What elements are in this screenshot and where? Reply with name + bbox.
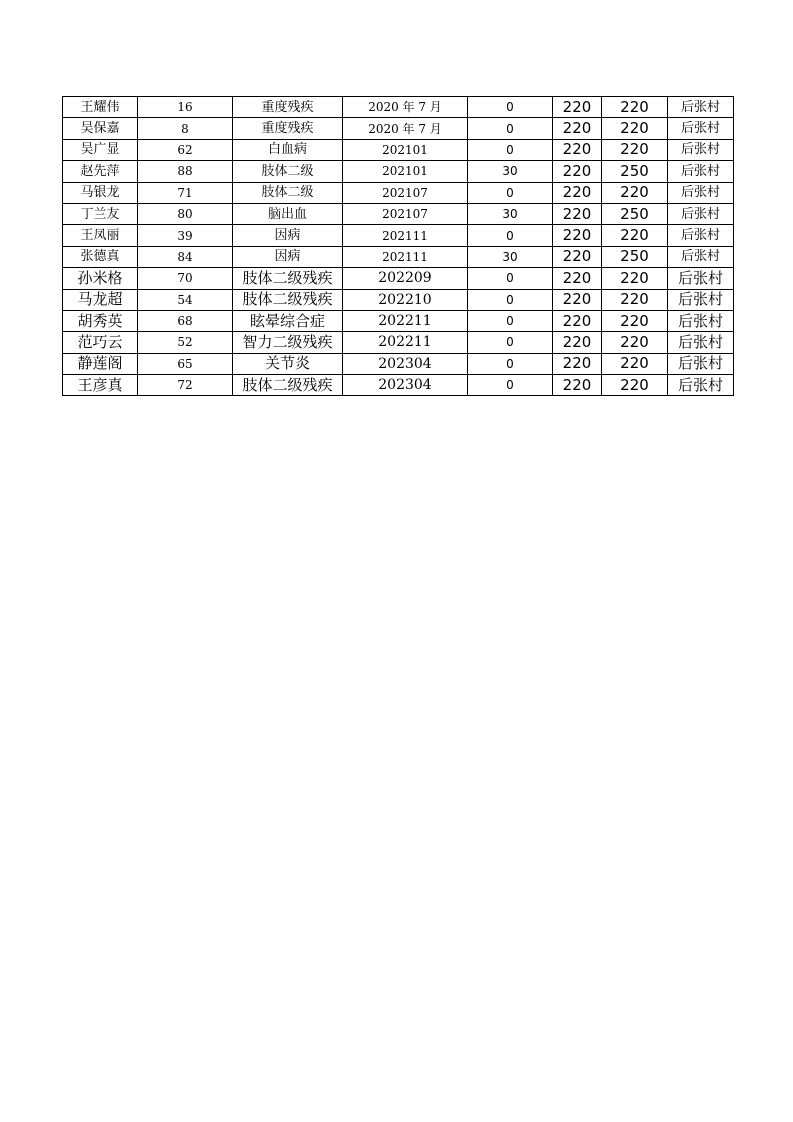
records-table xyxy=(62,96,734,396)
village-cell: 后张村 xyxy=(668,182,734,203)
age-cell: 68 xyxy=(138,310,233,331)
village-cell: 后张村 xyxy=(668,161,734,182)
name-cell: 马银龙 xyxy=(63,182,138,203)
amount-a-cell: 220 xyxy=(553,161,602,182)
amount-a-cell: 220 xyxy=(553,182,602,203)
supplement-cell: 30 xyxy=(468,161,553,182)
name-cell: 王耀伟 xyxy=(63,97,138,118)
condition-cell: 关节炎 xyxy=(233,353,343,374)
age-cell: 84 xyxy=(138,246,233,267)
age-cell: 72 xyxy=(138,375,233,396)
village-cell: 后张村 xyxy=(668,139,734,160)
name-cell: 静莲阁 xyxy=(63,353,138,374)
amount-b-cell: 220 xyxy=(602,118,668,139)
village-cell: 后张村 xyxy=(668,353,734,374)
condition-cell: 肢体二级 xyxy=(233,161,343,182)
name-cell: 胡秀英 xyxy=(63,310,138,331)
amount-a-cell: 220 xyxy=(553,353,602,374)
date-cell: 2020 年 7 月 xyxy=(343,97,468,118)
condition-cell: 重度残疾 xyxy=(233,97,343,118)
amount-a-cell: 220 xyxy=(553,332,602,353)
amount-b-cell: 250 xyxy=(602,161,668,182)
table-row xyxy=(63,225,734,246)
age-cell: 62 xyxy=(138,139,233,160)
name-cell: 吴广显 xyxy=(63,139,138,160)
age-cell: 52 xyxy=(138,332,233,353)
amount-b-cell: 220 xyxy=(602,353,668,374)
name-cell: 赵先萍 xyxy=(63,161,138,182)
supplement-cell: 0 xyxy=(468,118,553,139)
village-cell: 后张村 xyxy=(668,118,734,139)
supplement-cell: 0 xyxy=(468,375,553,396)
amount-a-cell: 220 xyxy=(553,225,602,246)
supplement-cell: 0 xyxy=(468,268,553,289)
table-row xyxy=(63,161,734,182)
table-row xyxy=(63,289,734,310)
amount-a-cell: 220 xyxy=(553,139,602,160)
table-row xyxy=(63,97,734,118)
village-cell: 后张村 xyxy=(668,289,734,310)
amount-a-cell: 220 xyxy=(553,246,602,267)
age-cell: 71 xyxy=(138,182,233,203)
name-cell: 马龙超 xyxy=(63,289,138,310)
table-row xyxy=(63,332,734,353)
table-row xyxy=(63,353,734,374)
village-cell: 后张村 xyxy=(668,246,734,267)
age-cell: 54 xyxy=(138,289,233,310)
condition-cell: 肢体二级残疾 xyxy=(233,268,343,289)
amount-a-cell: 220 xyxy=(553,289,602,310)
date-cell: 202101 xyxy=(343,161,468,182)
supplement-cell: 0 xyxy=(468,182,553,203)
table-row xyxy=(63,246,734,267)
table-row xyxy=(63,375,734,396)
supplement-cell: 30 xyxy=(468,203,553,224)
amount-b-cell: 220 xyxy=(602,268,668,289)
village-cell: 后张村 xyxy=(668,375,734,396)
name-cell: 张德真 xyxy=(63,246,138,267)
amount-a-cell: 220 xyxy=(553,268,602,289)
amount-a-cell: 220 xyxy=(553,375,602,396)
date-cell: 202111 xyxy=(343,225,468,246)
amount-a-cell: 220 xyxy=(553,97,602,118)
date-cell: 202107 xyxy=(343,182,468,203)
table-row xyxy=(63,203,734,224)
condition-cell: 脑出血 xyxy=(233,203,343,224)
table-row xyxy=(63,182,734,203)
table-row xyxy=(63,139,734,160)
condition-cell: 因病 xyxy=(233,246,343,267)
supplement-cell: 0 xyxy=(468,225,553,246)
condition-cell: 白血病 xyxy=(233,139,343,160)
condition-cell: 因病 xyxy=(233,225,343,246)
supplement-cell: 0 xyxy=(468,353,553,374)
supplement-cell: 0 xyxy=(468,289,553,310)
name-cell: 丁兰友 xyxy=(63,203,138,224)
supplement-cell: 0 xyxy=(468,97,553,118)
table-row xyxy=(63,268,734,289)
village-cell: 后张村 xyxy=(668,268,734,289)
condition-cell: 智力二级残疾 xyxy=(233,332,343,353)
date-cell: 202210 xyxy=(343,289,468,310)
amount-a-cell: 220 xyxy=(553,118,602,139)
table-row xyxy=(63,118,734,139)
age-cell: 80 xyxy=(138,203,233,224)
date-cell: 202304 xyxy=(343,353,468,374)
date-cell: 202107 xyxy=(343,203,468,224)
village-cell: 后张村 xyxy=(668,332,734,353)
date-cell: 202211 xyxy=(343,332,468,353)
amount-b-cell: 220 xyxy=(602,225,668,246)
age-cell: 65 xyxy=(138,353,233,374)
amount-b-cell: 220 xyxy=(602,289,668,310)
date-cell: 2020 年 7 月 xyxy=(343,118,468,139)
amount-b-cell: 220 xyxy=(602,182,668,203)
amount-b-cell: 250 xyxy=(602,246,668,267)
date-cell: 202209 xyxy=(343,268,468,289)
supplement-cell: 0 xyxy=(468,139,553,160)
village-cell: 后张村 xyxy=(668,310,734,331)
date-cell: 202211 xyxy=(343,310,468,331)
condition-cell: 肢体二级残疾 xyxy=(233,289,343,310)
age-cell: 70 xyxy=(138,268,233,289)
condition-cell: 肢体二级 xyxy=(233,182,343,203)
name-cell: 吴保嘉 xyxy=(63,118,138,139)
amount-b-cell: 220 xyxy=(602,332,668,353)
name-cell: 王凤丽 xyxy=(63,225,138,246)
records-table-body xyxy=(63,97,734,396)
amount-b-cell: 250 xyxy=(602,203,668,224)
village-cell: 后张村 xyxy=(668,225,734,246)
amount-b-cell: 220 xyxy=(602,310,668,331)
amount-b-cell: 220 xyxy=(602,139,668,160)
age-cell: 88 xyxy=(138,161,233,182)
amount-b-cell: 220 xyxy=(602,375,668,396)
name-cell: 范巧云 xyxy=(63,332,138,353)
date-cell: 202111 xyxy=(343,246,468,267)
amount-b-cell: 220 xyxy=(602,97,668,118)
amount-a-cell: 220 xyxy=(553,310,602,331)
age-cell: 39 xyxy=(138,225,233,246)
table-row xyxy=(63,310,734,331)
date-cell: 202101 xyxy=(343,139,468,160)
condition-cell: 重度残疾 xyxy=(233,118,343,139)
supplement-cell: 30 xyxy=(468,246,553,267)
amount-a-cell: 220 xyxy=(553,203,602,224)
condition-cell: 眩晕综合症 xyxy=(233,310,343,331)
age-cell: 16 xyxy=(138,97,233,118)
age-cell: 8 xyxy=(138,118,233,139)
village-cell: 后张村 xyxy=(668,97,734,118)
supplement-cell: 0 xyxy=(468,310,553,331)
name-cell: 孙米格 xyxy=(63,268,138,289)
name-cell: 王彦真 xyxy=(63,375,138,396)
condition-cell: 肢体二级残疾 xyxy=(233,375,343,396)
date-cell: 202304 xyxy=(343,375,468,396)
village-cell: 后张村 xyxy=(668,203,734,224)
supplement-cell: 0 xyxy=(468,332,553,353)
